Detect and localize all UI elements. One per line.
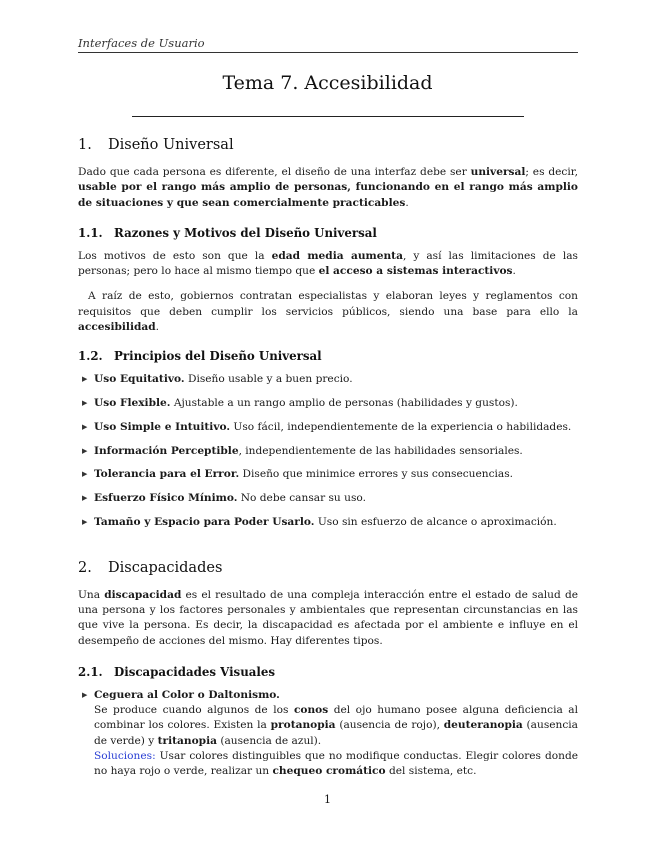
principles-list <box>78 372 578 530</box>
bullet-triangle-icon: ▶ <box>82 422 88 431</box>
subsection-heading <box>78 226 578 241</box>
text: . <box>155 320 160 333</box>
paragraph <box>78 289 578 335</box>
list-item <box>82 515 578 530</box>
bold-text: edad media aumenta <box>271 250 403 263</box>
text: A raíz de esto, gobiernos contratan especialistas y elaboran leyes y reglamentos con requisitos que deben cumplir los servicios públicos, siendo una base para ello la <box>78 290 578 318</box>
section-heading <box>78 138 578 153</box>
subsection-title: Discapacidades Visuales <box>114 664 276 679</box>
document-title: Tema 7. Accesibilidad <box>222 72 433 94</box>
text: Uso fácil, independientemente de la experiencia o habilidades. <box>230 420 572 433</box>
section-heading <box>78 561 578 576</box>
running-header: Interfaces de Usuario <box>78 36 578 53</box>
list-item <box>82 467 578 482</box>
bold-text: Información Perceptible <box>94 444 239 457</box>
text: (ausencia de verde) y <box>94 719 578 747</box>
subsection-title: Razones y Motivos del Diseño Universal <box>114 225 377 240</box>
text: , y así las limitaciones de las personas; pero lo hace al mismo tiempo que <box>78 250 578 278</box>
text: ; es decir, <box>525 166 578 179</box>
bold-text: Uso Flexible. <box>94 397 171 410</box>
text: Usar colores distinguibles que no modifique conductas. Elegir colores donde no haya rojo o verde, realizar un <box>94 749 578 778</box>
bullet-triangle-icon: ▶ <box>82 470 88 479</box>
text: Diseño que minimice errores y sus consecuencias. <box>239 468 514 481</box>
subsection-number: 2.1. <box>78 664 103 679</box>
bold-text: Tolerancia para el Error. <box>94 468 240 481</box>
bold-text: universal <box>470 166 526 179</box>
text: . <box>405 196 409 209</box>
bullet-triangle-icon: ▶ <box>82 691 88 700</box>
text: Diseño usable y a buen precio. <box>184 373 353 386</box>
text: Uso sin esfuerzo de alcance o aproximación. <box>314 516 557 529</box>
paragraph <box>78 165 578 211</box>
bold-text: chequeo cromático <box>272 765 386 778</box>
bold-text: el acceso a sistemas interactivos <box>318 265 513 278</box>
document-body <box>78 138 578 779</box>
paragraph <box>78 249 578 279</box>
list-item <box>78 688 578 779</box>
list-item <box>82 372 578 387</box>
bold-text: accesibilidad <box>78 320 156 333</box>
text: (ausencia de rojo), <box>335 719 444 732</box>
text: Una <box>78 589 105 602</box>
bullet-triangle-icon: ▶ <box>82 494 88 503</box>
subsection-number: 1.1. <box>78 225 103 240</box>
subsection-number: 1.2. <box>78 349 103 364</box>
bullet-triangle-icon: ▶ <box>82 518 88 527</box>
bold-text: discapacidad <box>104 589 182 602</box>
list-item <box>82 444 578 459</box>
paragraph <box>78 588 578 649</box>
bold-text: tritanopia <box>157 734 217 747</box>
text: del sistema, etc. <box>385 765 477 778</box>
bold-text: deuteranopia <box>443 719 523 732</box>
text: . <box>512 265 516 278</box>
title-rule <box>132 116 524 117</box>
bullet-triangle-icon: ▶ <box>82 375 88 384</box>
paragraph <box>94 749 578 779</box>
subsection-heading <box>78 665 578 680</box>
bullet-triangle-icon: ▶ <box>82 399 88 408</box>
item-title <box>94 688 578 703</box>
section-number: 2. <box>78 559 92 576</box>
list-item <box>82 420 578 435</box>
page-number: 1 <box>324 793 331 806</box>
section-title: Diseño Universal <box>108 137 234 153</box>
list-item <box>82 491 578 506</box>
text: Se produce cuando algunos de los <box>94 704 294 717</box>
text: (ausencia de azul). <box>216 734 322 747</box>
bullet-triangle-icon: ▶ <box>82 446 88 455</box>
text: No debe cansar su uso. <box>237 492 366 505</box>
bold-text: protanopia <box>270 719 336 732</box>
bold-text: usable por el rango más amplio de personas, funcionando en el rango más amplio de situaciones y que sean comercialmente practicables <box>78 181 578 209</box>
bold-text: Ceguera al Color o Daltonismo. <box>94 689 280 702</box>
section-title: Discapacidades <box>108 559 223 576</box>
bold-text: Uso Simple e Intuitivo. <box>94 420 231 433</box>
text: Ajustable a un rango amplio de personas (habilidades y gustos). <box>170 397 518 410</box>
text: Los motivos de esto son que la <box>78 250 272 263</box>
bold-text: conos <box>293 704 329 717</box>
list-item <box>82 396 578 411</box>
bold-text: Esfuerzo Físico Mínimo. <box>94 492 238 505</box>
text: , independientemente de las habilidades sensoriales. <box>238 444 523 457</box>
bold-text: Tamaño y Espacio para Poder Usarlo. <box>94 516 315 529</box>
subsection-heading <box>78 349 578 364</box>
solutions-label: Soluciones: <box>94 749 156 762</box>
text: Dado que cada persona es diferente, el diseño de una interfaz debe ser <box>78 166 471 179</box>
paragraph <box>94 703 578 749</box>
text: del ojo humano posee alguna deficiencia al combinar los colores. Existen la <box>94 704 579 732</box>
subsection-title: Principios del Diseño Universal <box>114 349 322 364</box>
section-number: 1. <box>78 137 92 153</box>
text: es el resultado de una compleja interacción entre el estado de salud de una persona y los factores personales y ambientales que representan circunstancias en las que vive la persona. Es decir, la discapacidad es afectada por el ambiente e influye en el desempeño de acciones del mismo. Hay diferentes tipos. <box>78 589 578 647</box>
bold-text: Uso Equitativo. <box>94 373 185 386</box>
